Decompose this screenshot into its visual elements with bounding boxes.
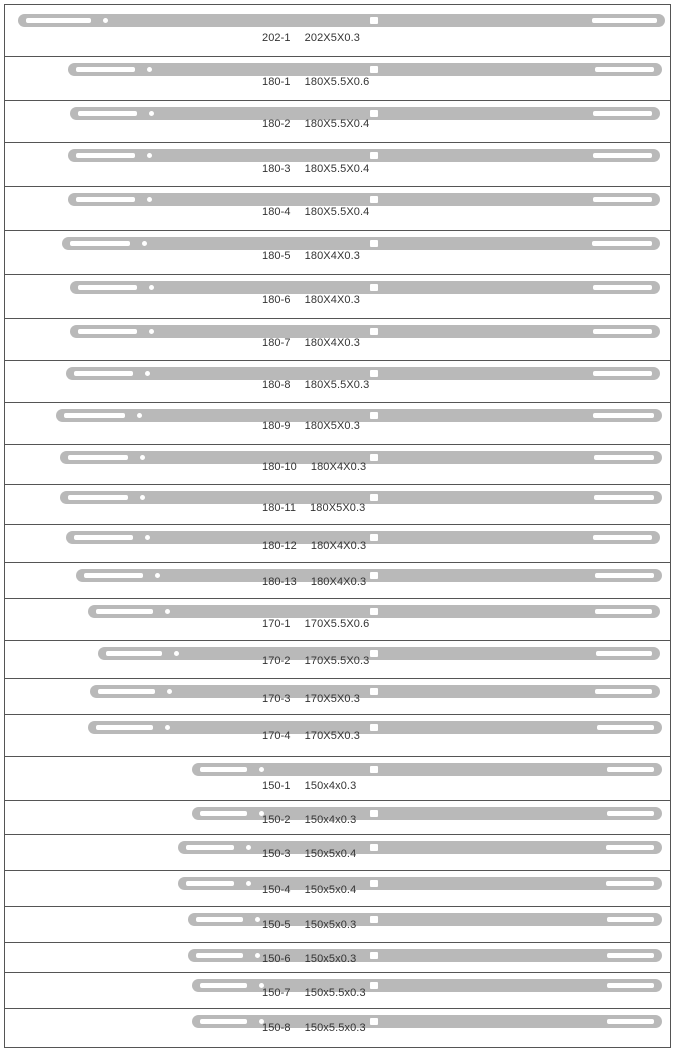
strip-dimensions: 150x5x0.3 xyxy=(304,953,357,965)
strip-slot-left xyxy=(200,983,247,988)
strip-slot-left xyxy=(64,413,125,418)
strip-center-slot xyxy=(370,17,378,24)
strip-hole xyxy=(147,197,152,202)
strip-spec-label xyxy=(262,76,369,88)
strip-drawing xyxy=(98,647,660,660)
strip-row xyxy=(4,972,671,1008)
strip-slot-left xyxy=(106,651,162,656)
strip-spec-label xyxy=(262,420,360,432)
strip-hole xyxy=(145,371,150,376)
strip-row xyxy=(4,1008,671,1048)
strip-row xyxy=(4,714,671,756)
strip-center-slot xyxy=(370,766,378,773)
strip-row xyxy=(4,756,671,800)
strip-code: 150-5 xyxy=(262,919,291,931)
strip-slot-left xyxy=(68,495,128,500)
strip-center-slot xyxy=(370,110,378,117)
strip-row xyxy=(4,870,671,906)
strip-spec-label xyxy=(262,294,360,306)
strip-spec-label xyxy=(262,655,369,667)
strip-dimensions: 150x4x0.3 xyxy=(304,780,357,792)
strip-code: 180-6 xyxy=(262,294,291,306)
strip-slot-right xyxy=(593,197,652,202)
strip-code: 180-3 xyxy=(262,163,291,175)
strip-slot-left xyxy=(78,285,137,290)
strip-row xyxy=(4,230,671,274)
strip-drawing xyxy=(178,877,662,890)
strip-hole xyxy=(174,651,179,656)
strip-dimensions: 180X5.5X0.4 xyxy=(304,206,370,218)
strip-hole xyxy=(165,725,170,730)
strip-center-slot xyxy=(370,724,378,731)
strip-spec-label xyxy=(262,250,360,262)
strip-row xyxy=(4,598,671,640)
strip-dimensions: 150x5.5x0.3 xyxy=(304,1022,366,1034)
strip-slot-left xyxy=(186,845,234,850)
strip-slot-left xyxy=(70,241,130,246)
strip-dimensions: 180X4X0.3 xyxy=(304,250,360,262)
strip-row xyxy=(4,318,671,360)
strip-drawing xyxy=(192,763,662,776)
strip-slot-right xyxy=(593,153,652,158)
strip-slot-left xyxy=(68,455,128,460)
strip-code: 180-1 xyxy=(262,76,291,88)
strip-code: 180-13 xyxy=(262,576,297,588)
strip-code: 170-1 xyxy=(262,618,291,630)
strip-slot-left xyxy=(78,111,137,116)
strip-hole xyxy=(246,845,251,850)
strip-row xyxy=(4,942,671,972)
strip-spec-label xyxy=(262,163,369,175)
strip-center-slot xyxy=(370,688,378,695)
strip-spec-label xyxy=(262,1022,366,1034)
strip-slot-left xyxy=(98,689,155,694)
strip-row xyxy=(4,186,671,230)
strip-slot-right xyxy=(596,651,652,656)
strip-center-slot xyxy=(370,494,378,501)
strip-slot-right xyxy=(595,689,652,694)
strip-slot-right xyxy=(595,609,652,614)
strip-center-slot xyxy=(370,240,378,247)
strip-hole xyxy=(140,455,145,460)
strip-row xyxy=(4,56,671,100)
strip-dimensions: 150x5x0.3 xyxy=(304,919,357,931)
strip-dimensions: 180X5.5X0.6 xyxy=(304,76,370,88)
strip-code: 180-10 xyxy=(262,461,297,473)
strip-slot-right xyxy=(597,725,654,730)
strip-code: 180-12 xyxy=(262,540,297,552)
strip-spec-label xyxy=(262,814,356,826)
strip-slot-left xyxy=(200,1019,247,1024)
strip-slot-left xyxy=(74,535,133,540)
strip-dimensions: 180X5.5X0.4 xyxy=(304,163,370,175)
strip-slot-right xyxy=(593,285,652,290)
strip-code: 150-6 xyxy=(262,953,291,965)
strip-center-slot xyxy=(370,328,378,335)
strip-drawing xyxy=(68,193,660,206)
strip-code: 150-4 xyxy=(262,884,291,896)
strip-code: 170-2 xyxy=(262,655,291,667)
strip-dimensions: 202X5X0.3 xyxy=(304,32,360,44)
strip-center-slot xyxy=(370,650,378,657)
strip-slot-right xyxy=(607,953,654,958)
strip-slot-right xyxy=(606,845,654,850)
strip-slot-right xyxy=(595,67,654,72)
strip-spec-label xyxy=(262,919,356,931)
strip-hole xyxy=(149,285,154,290)
strip-row xyxy=(4,4,671,56)
strip-spec-label xyxy=(262,953,356,965)
strip-center-slot xyxy=(370,196,378,203)
strip-dimensions: 170X5.5X0.3 xyxy=(304,655,370,667)
strip-dimensions: 180X4X0.3 xyxy=(310,576,367,588)
strip-slot-right xyxy=(592,18,657,23)
strip-slot-right xyxy=(606,881,654,886)
strip-slot-right xyxy=(607,767,654,772)
strip-center-slot xyxy=(370,608,378,615)
strip-drawing xyxy=(68,63,662,76)
strip-dimensions: 180X5X0.3 xyxy=(304,420,360,432)
strip-center-slot xyxy=(370,454,378,461)
strip-center-slot xyxy=(370,916,378,923)
strip-hole xyxy=(149,329,154,334)
strip-row xyxy=(4,524,671,562)
strip-hole xyxy=(140,495,145,500)
strip-drawing xyxy=(188,949,662,962)
strip-hole xyxy=(255,953,260,958)
strip-hole xyxy=(259,767,264,772)
strip-dimensions: 180X4X0.3 xyxy=(310,461,367,473)
strip-slot-left xyxy=(196,953,243,958)
strip-row xyxy=(4,906,671,942)
strip-code: 180-2 xyxy=(262,118,291,130)
strip-dimensions: 170X5X0.3 xyxy=(304,693,360,705)
strip-spec-label xyxy=(262,118,369,130)
strip-code: 150-8 xyxy=(262,1022,291,1034)
strip-slot-left xyxy=(78,329,137,334)
strip-center-slot xyxy=(370,534,378,541)
strip-code: 150-3 xyxy=(262,848,291,860)
strip-slot-left xyxy=(84,573,143,578)
strip-slot-left xyxy=(196,917,243,922)
strip-code: 180-5 xyxy=(262,250,291,262)
strip-spec-label xyxy=(262,693,360,705)
strip-center-slot xyxy=(370,1018,378,1025)
strip-code: 180-9 xyxy=(262,420,291,432)
strip-center-slot xyxy=(370,810,378,817)
strip-dimensions: 150x5x0.4 xyxy=(304,884,357,896)
strip-row xyxy=(4,360,671,402)
strip-row xyxy=(4,562,671,598)
strip-hole xyxy=(103,18,108,23)
strip-slot-right xyxy=(594,455,654,460)
strip-center-slot xyxy=(370,412,378,419)
strip-hole xyxy=(167,689,172,694)
strip-slot-right xyxy=(595,573,654,578)
strip-spec-label xyxy=(262,502,365,514)
strip-slot-left xyxy=(26,18,91,23)
strip-hole xyxy=(255,917,260,922)
strip-dimensions: 180X4X0.3 xyxy=(310,540,367,552)
strip-center-slot xyxy=(370,152,378,159)
strip-center-slot xyxy=(370,66,378,73)
strip-center-slot xyxy=(370,284,378,291)
strip-drawing xyxy=(70,325,660,338)
strip-center-slot xyxy=(370,844,378,851)
strip-code: 150-2 xyxy=(262,814,291,826)
strip-slot-right xyxy=(592,241,652,246)
strip-drawing xyxy=(70,281,660,294)
strip-code: 150-1 xyxy=(262,780,291,792)
strip-row xyxy=(4,484,671,524)
strip-slot-left xyxy=(76,67,135,72)
strip-spec-label xyxy=(262,576,366,588)
strip-dimensions: 150x4x0.3 xyxy=(304,814,357,826)
strip-slot-left xyxy=(74,371,133,376)
strip-row xyxy=(4,800,671,834)
strip-dimensions: 180X5X0.3 xyxy=(310,502,366,514)
strip-hole xyxy=(145,535,150,540)
strip-hole xyxy=(147,153,152,158)
strip-hole xyxy=(147,67,152,72)
strip-slot-left xyxy=(96,609,153,614)
strip-code: 170-4 xyxy=(262,730,291,742)
strip-center-slot xyxy=(370,572,378,579)
strip-dimensions: 180X5.5X0.4 xyxy=(304,118,370,130)
strip-slot-left xyxy=(200,811,247,816)
strip-code: 180-8 xyxy=(262,379,291,391)
strip-spec-label xyxy=(262,987,366,999)
strip-hole xyxy=(142,241,147,246)
strip-center-slot xyxy=(370,880,378,887)
strip-slot-right xyxy=(593,111,652,116)
strip-dimensions: 150x5x0.4 xyxy=(304,848,357,860)
strip-spec-label xyxy=(262,206,369,218)
strip-drawing xyxy=(88,721,662,734)
strip-hole xyxy=(137,413,142,418)
strip-code: 170-3 xyxy=(262,693,291,705)
strip-drawing xyxy=(178,841,662,854)
strip-code: 202-1 xyxy=(262,32,291,44)
strip-center-slot xyxy=(370,952,378,959)
strip-dimensions: 150x5.5x0.3 xyxy=(304,987,366,999)
strip-code: 180-11 xyxy=(262,502,297,514)
strip-drawing xyxy=(88,605,660,618)
strip-drawing xyxy=(188,913,662,926)
strip-row xyxy=(4,444,671,484)
strip-code: 180-4 xyxy=(262,206,291,218)
strip-slot-right xyxy=(607,983,654,988)
strip-spec-label xyxy=(262,461,366,473)
strip-slot-right xyxy=(607,917,654,922)
strip-slot-right xyxy=(593,413,654,418)
strip-spec-label xyxy=(262,32,360,44)
strip-dimensions: 180X4X0.3 xyxy=(304,294,360,306)
strip-drawing xyxy=(76,569,662,582)
strip-slot-right xyxy=(593,535,652,540)
strip-drawing xyxy=(62,237,660,250)
strip-code: 180-7 xyxy=(262,337,291,349)
strip-drawing xyxy=(90,685,660,698)
strip-dimensions: 170X5.5X0.6 xyxy=(304,618,370,630)
strip-row xyxy=(4,678,671,714)
strip-slot-right xyxy=(607,1019,654,1024)
strip-dimensions: 170X5X0.3 xyxy=(304,730,360,742)
strip-slot-right xyxy=(593,329,652,334)
strip-code: 150-7 xyxy=(262,987,291,999)
strip-dimensions: 180X4X0.3 xyxy=(304,337,360,349)
strip-hole xyxy=(246,881,251,886)
strip-spec-label xyxy=(262,780,356,792)
strip-row xyxy=(4,834,671,870)
strip-dimensions: 180X5.5X0.3 xyxy=(304,379,370,391)
strip-spec-label xyxy=(262,337,360,349)
strip-slot-left xyxy=(186,881,234,886)
strip-slot-left xyxy=(200,767,247,772)
strip-spec-label xyxy=(262,884,356,896)
strip-row xyxy=(4,640,671,678)
strip-spec-label xyxy=(262,540,366,552)
strip-center-slot xyxy=(370,370,378,377)
strip-slot-left xyxy=(96,725,153,730)
strip-row xyxy=(4,142,671,186)
strip-center-slot xyxy=(370,982,378,989)
strip-drawing xyxy=(68,149,660,162)
strip-slot-left xyxy=(76,153,135,158)
strip-hole xyxy=(165,609,170,614)
strip-slot-right xyxy=(607,811,654,816)
strip-slot-right xyxy=(593,371,652,376)
strip-row xyxy=(4,100,671,142)
strip-spec-label xyxy=(262,379,369,391)
strip-hole xyxy=(155,573,160,578)
strip-spec-label xyxy=(262,848,356,860)
strip-spec-label xyxy=(262,730,360,742)
strip-slot-right xyxy=(594,495,654,500)
strip-slot-left xyxy=(76,197,135,202)
strip-spec-label xyxy=(262,618,369,630)
strip-row xyxy=(4,402,671,444)
strip-hole xyxy=(149,111,154,116)
strip-drawing xyxy=(18,14,665,27)
strip-row xyxy=(4,274,671,318)
